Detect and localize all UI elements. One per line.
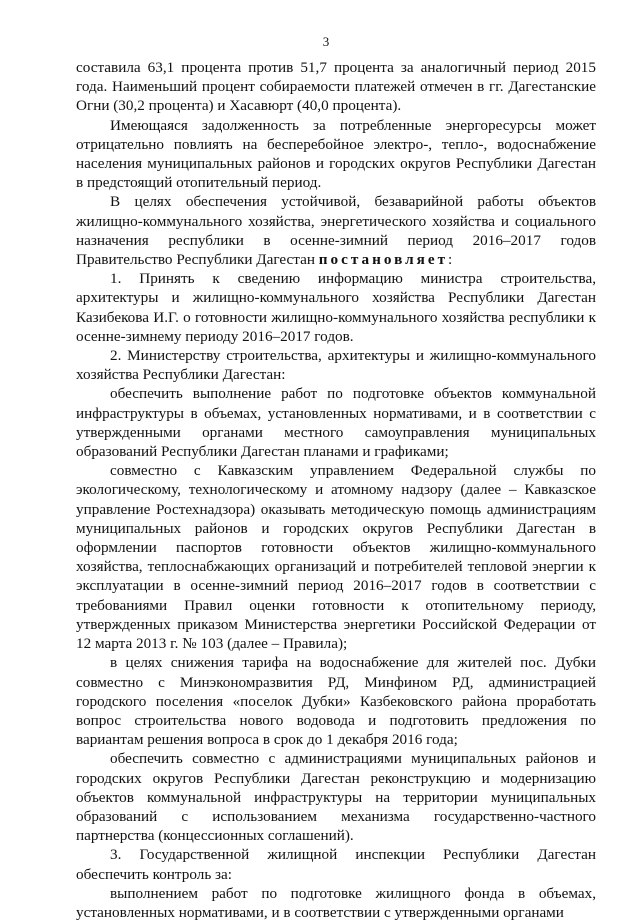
decree-word: постановляет (318, 251, 449, 269)
paragraph-debt: Имеющаяся задолженность за потребленные энергоресурсы может отрицательно повлиять на бесперебойное электро-, тепло-, водоснабжение населения муниципальных районов и городских округов Республики Дагестан в предстоящий отопительный период. (76, 116, 596, 192)
paragraph-purpose (76, 192, 596, 269)
item-2: 2. Министерству строительства, архитектуры и жилищно-коммунального хозяйства Республики Дагестан: (76, 347, 596, 384)
paragraph-collection-rate: составила 63,1 процента против 51,7 процента за аналогичный период 2015 года. Наименьший процент собираемости платежей отмечен в гг. Дагестанские Огни (30,2 процента) и Хасавюрт (40,0 процента). (76, 59, 596, 115)
decree-colon: : (448, 251, 453, 269)
page-number: 3 (322, 34, 330, 49)
item-2-dubki-water: в целях снижения тарифа на водоснабжение для жителей пос. Дубки совместно с Минэкономразвития РД, Минфином РД, администрацией городского поселения «поселок Дубки» Казбековского района проработать вопрос строительства нового водовода и подготовить предложения по вариантам решения вопроса в срок до 1 декабря 2016 года; (76, 654, 596, 749)
purpose-text: В целях обеспечения устойчивой, безаварийной работы объектов жилищно-коммунального хозяйства, энергетического хозяйства и социального назначения республики в осенне-зимний период 2016–2017 годов Правительство Республики Дагестан (76, 193, 596, 269)
item-3: 3. Государственной жилищной инспекции Республики Дагестан обеспечить контроль за: (76, 846, 596, 883)
item-2-infrastructure: обеспечить выполнение работ по подготовке объектов коммунальной инфраструктуры в объемах, установленных нормативами, и в соответствии с утвержденными органами местного самоуправления муниципальных образований Республики Дагестан планами и графиками; (76, 385, 596, 461)
item-2-modernization: обеспечить совместно с администрациями муниципальных районов и городских округов Республики Дагестан реконструкцию и модернизацию объектов коммунальной инфраструктуры на территории муниципальных образований с использованием механизма государственно-частного партнерства (концессионных соглашений). (76, 750, 596, 845)
item-3-housing: выполнением работ по подготовке жилищного фонда в объемах, установленных нормативами, и в соответствии с утвержденными органами (76, 884, 596, 921)
item-1: 1. Принять к сведению информацию министра строительства, архитектуры и жилищно-коммунального хозяйства Республики Дагестан Казибекова И.Г. о готовности жилищно-коммунального хозяйства республики к осенне-зимнему периоду 2016–2017 годов. (76, 270, 596, 345)
item-2-methodical-help: совместно с Кавказским управлением Федеральной службы по экологическому, технологическому и атомному надзору (далее – Кавказское управление Ростехнадзора) оказывать методическую помощь администрациям муниципальных районов и городских округов Республики Дагестан в оформлении паспортов готовности объектов жилищно-коммунального хозяйства, теплоснабжающих организаций и потребителей тепловой энергии к эксплуатации в осенне-зимний период 2016–2017 годов в соответствии с требованиями Правил оценки готовности к отопительному периоду, утвержденных приказом Министерства энергетики Российской Федерации от 12 марта 2013 г. № 103 (далее – Правила); (76, 462, 596, 653)
